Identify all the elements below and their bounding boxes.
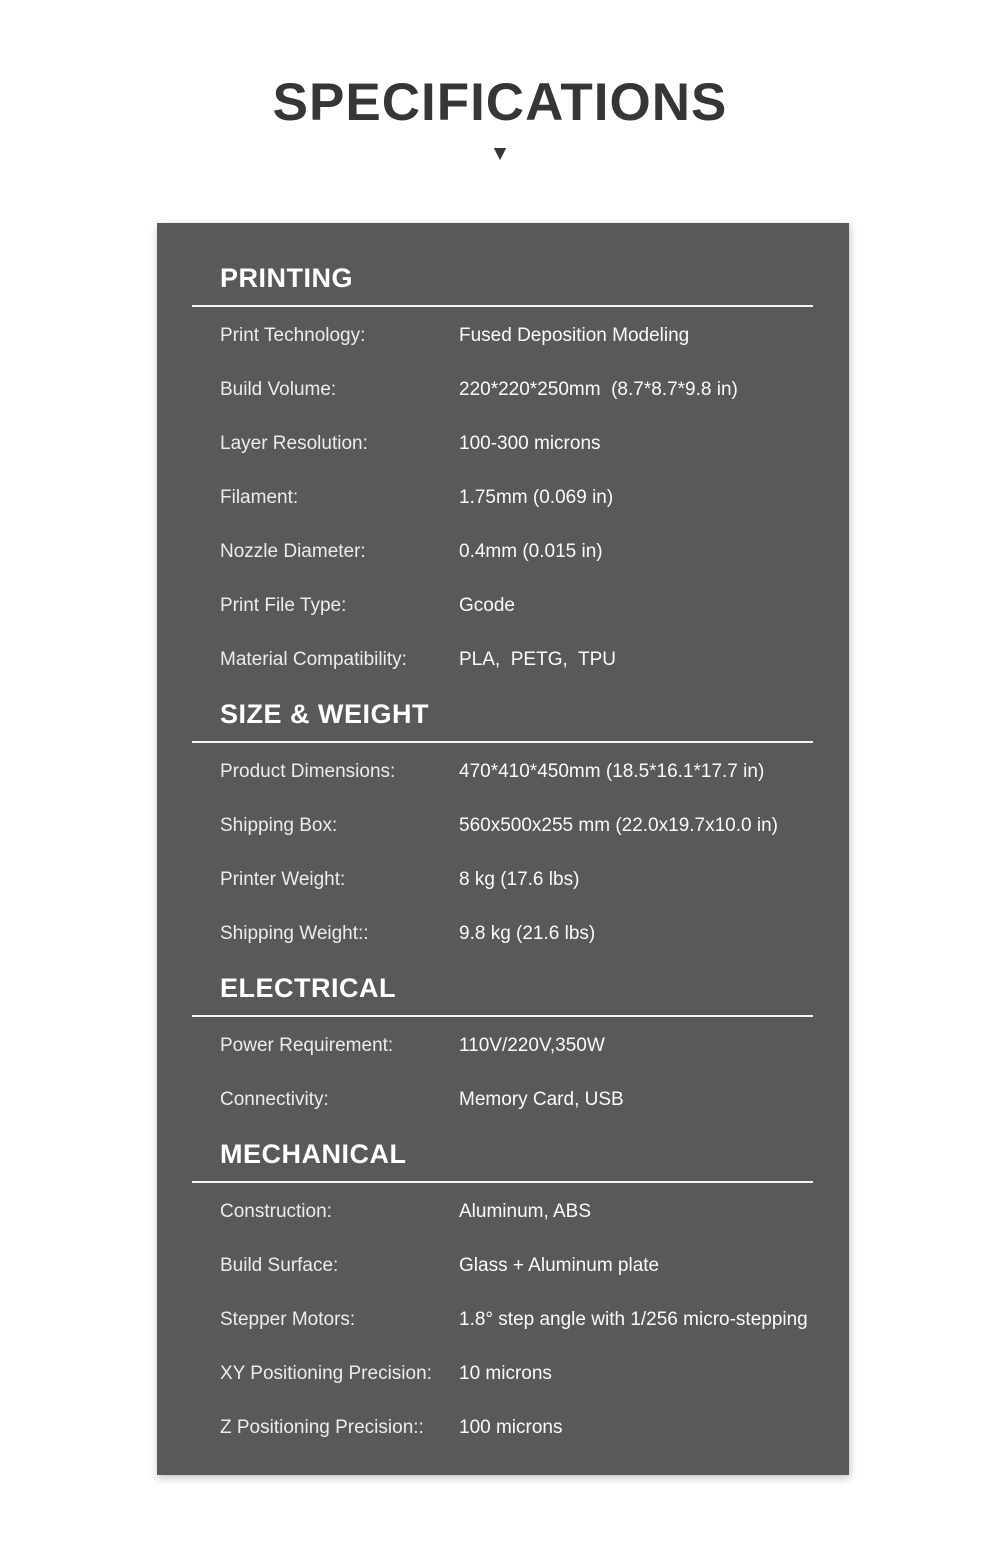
section-divider: [192, 1181, 813, 1183]
spec-value: 100-300 microns: [459, 433, 601, 454]
spec-row: [192, 417, 813, 471]
spec-label: Shipping Weight::: [220, 923, 369, 944]
spec-value: Glass + Aluminum plate: [459, 1255, 660, 1276]
spec-row: [192, 1293, 813, 1347]
spec-value: 1.75mm (0.069 in): [459, 487, 614, 508]
spec-value: 110V/220V,350W: [459, 1035, 605, 1056]
spec-label: Build Volume:: [220, 379, 337, 400]
spec-label: Product Dimensions:: [220, 761, 396, 782]
spec-label: Nozzle Diameter:: [220, 541, 366, 562]
section-divider: [192, 741, 813, 743]
spec-section: [192, 697, 813, 961]
spec-label: Z Positioning Precision::: [220, 1417, 424, 1438]
spec-value: 8 kg (17.6 lbs): [459, 869, 580, 890]
spec-label: Stepper Motors:: [220, 1309, 356, 1330]
spec-value: Memory Card, USB: [459, 1089, 624, 1110]
spec-value: 9.8 kg (21.6 lbs): [459, 923, 596, 944]
spec-label: Print File Type:: [220, 595, 347, 616]
spec-section: [192, 1137, 813, 1455]
spec-label: XY Positioning Precision:: [220, 1363, 432, 1384]
triangle-down-icon: ▼: [489, 142, 511, 165]
spec-row: [192, 363, 813, 417]
spec-label: Layer Resolution:: [220, 433, 368, 454]
spec-label: Print Technology:: [220, 325, 366, 346]
spec-value: Gcode: [459, 595, 515, 616]
spec-row: [192, 853, 813, 907]
spec-label: Printer Weight:: [220, 869, 346, 890]
spec-label: Shipping Box:: [220, 815, 338, 836]
section-title: PRINTING: [220, 263, 354, 293]
section-rows: [192, 1019, 813, 1127]
spec-value: Fused Deposition Modeling: [459, 325, 690, 346]
spec-value: 0.4mm (0.015 in): [459, 541, 603, 562]
spec-card: [157, 223, 849, 1475]
spec-row: [192, 1347, 813, 1401]
section-title: MECHANICAL: [220, 1139, 407, 1169]
spec-row: [192, 799, 813, 853]
spec-row: [192, 1239, 813, 1293]
section-title: ELECTRICAL: [220, 973, 396, 1003]
spec-value: PLA, PETG, TPU: [459, 649, 616, 670]
spec-label: Build Surface:: [220, 1255, 339, 1276]
spec-label: Power Requirement:: [220, 1035, 394, 1056]
spec-row: [192, 907, 813, 961]
spec-row: [192, 745, 813, 799]
section-divider: [192, 1015, 813, 1017]
spec-row: [192, 1019, 813, 1073]
spec-row: [192, 1185, 813, 1239]
spec-value: 100 microns: [459, 1417, 563, 1438]
section-rows: [192, 745, 813, 961]
spec-row: [192, 471, 813, 525]
spec-label: Material Compatibility:: [220, 649, 407, 670]
spec-section: [192, 261, 813, 687]
spec-value: Aluminum, ABS: [459, 1201, 591, 1222]
spec-row: [192, 633, 813, 687]
spec-value: 560x500x255 mm (22.0x19.7x10.0 in): [459, 815, 778, 836]
page-header: [0, 0, 1000, 169]
spec-row: [192, 1401, 813, 1455]
spec-row: [192, 309, 813, 363]
spec-row: [192, 579, 813, 633]
spec-label: Connectivity:: [220, 1089, 329, 1110]
spec-row: [192, 525, 813, 579]
spec-value: 220*220*250mm (8.7*8.7*9.8 in): [459, 379, 738, 400]
spec-value: 1.8° step angle with 1/256 micro-stepping: [459, 1309, 808, 1330]
section-rows: [192, 309, 813, 687]
section-rows: [192, 1185, 813, 1455]
spec-value: 470*410*450mm (18.5*16.1*17.7 in): [459, 761, 765, 782]
section-divider: [192, 305, 813, 307]
spec-section: [192, 971, 813, 1127]
spec-label: Filament:: [220, 487, 299, 508]
spec-label: Construction:: [220, 1201, 332, 1222]
page-title: SPECIFICATIONS: [272, 73, 728, 132]
spec-value: 10 microns: [459, 1363, 552, 1384]
section-title: SIZE & WEIGHT: [220, 699, 429, 729]
spec-row: [192, 1073, 813, 1127]
